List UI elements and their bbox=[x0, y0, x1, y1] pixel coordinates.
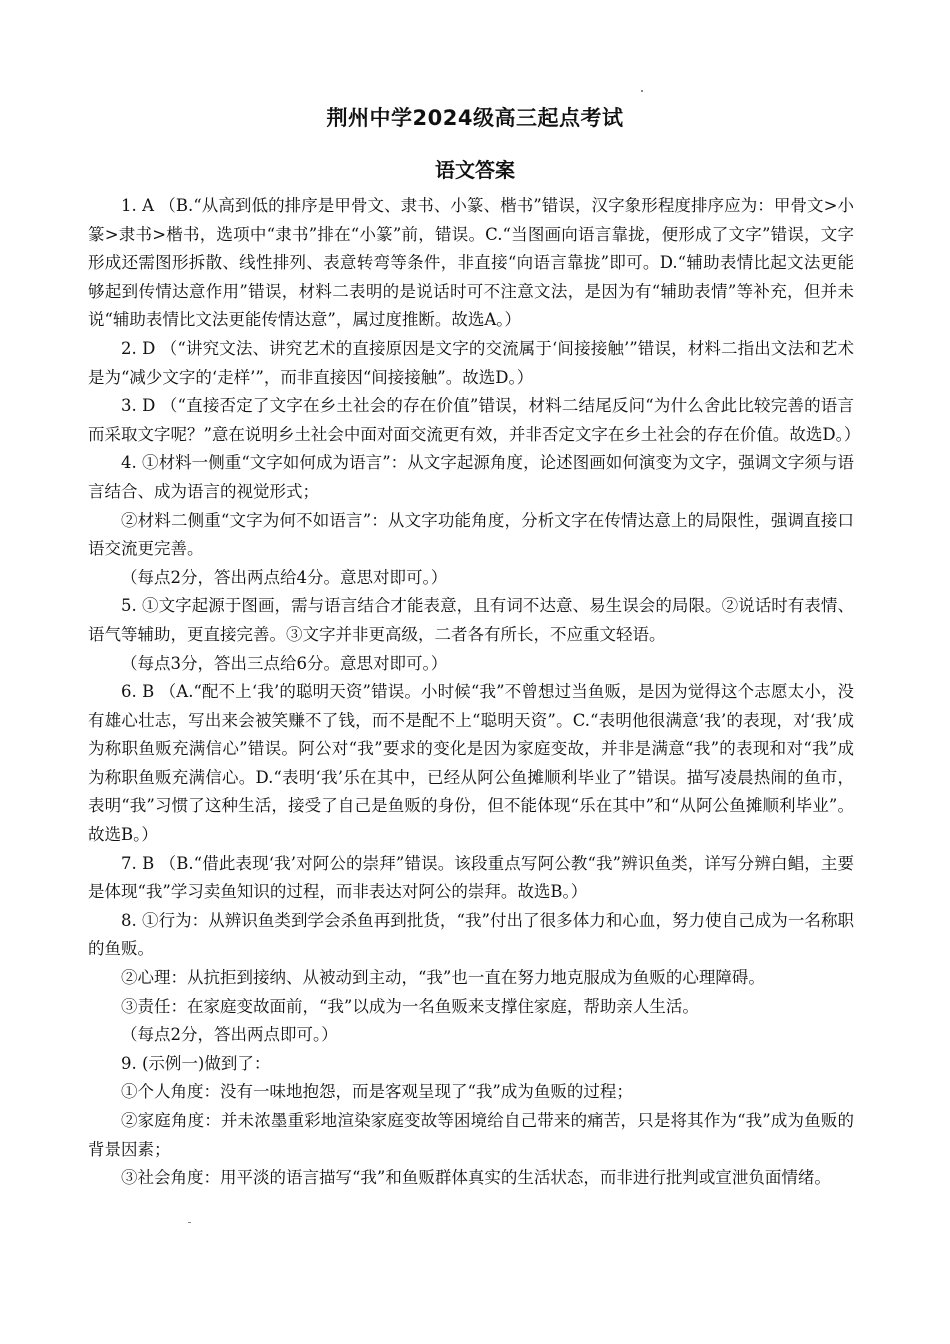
page-title: 荆州中学2024级高三起点考试 bbox=[326, 106, 624, 130]
answer-9-point-1: ①个人角度：没有一味地抱怨，而是客观呈现了“我”成为鱼贩的过程； bbox=[121, 1082, 633, 1102]
speck bbox=[188, 1222, 191, 1223]
answer-body bbox=[88, 192, 861, 1193]
answer-2: 2. D （“讲究文法、讲究艺术的直接原因是文字的交流属于‘间接接触’”错误，材料二指出文法和艺术是为“减少文字的‘走样’”，而非直接因“间接接触”。故选D。） bbox=[88, 338, 854, 387]
answer-5-scoring: （每点3分，答出三点给6分。意思对即可。） bbox=[121, 653, 448, 673]
answer-9-header: 9. (示例一)做到了： bbox=[121, 1053, 271, 1073]
answer-9-point-3: ③社会角度：用平淡的语言描写“我”和鱼贩群体真实的生活状态，而非进行批判或宣泄负面情绪。 bbox=[121, 1168, 831, 1188]
answer-8-point-1: 8. ①行为：从辨识鱼类到学会杀鱼再到批货，“我”付出了很多体力和心血，努力使自己成为一名称职的鱼贩。 bbox=[88, 910, 854, 959]
answer-5: 5. ①文字起源于图画，需与语言结合才能表意，且有词不达意、易生误会的局限。②说话时有表情、语气等辅助，更直接完善。③文字并非更高级，二者各有所长，不应重文轻语。 bbox=[88, 596, 854, 644]
answer-1: 1. A （B.“从高到低的排序是甲骨文、隶书、小篆、楷书”错误，汉字象形程度排序应为：甲骨文>小篆>隶书>楷书，选项中“隶书”排在“小篆”前，错误。C.“当图画向语言靠拢，便形成了文字”错误，文字形成还需图形拆散、线性排列、表意转弯等条件，非直接“向语言靠拢”即可。D.“辅助表情比起文法更能够起到传情达意作用”错误，材料二表明的是说话时可不注意文法，是因为有“辅助表情”等补充，但并未说“辅助表情比文法更能传情达意”，属过度推断。故选A。） bbox=[88, 196, 854, 330]
answer-8-point-3: ③责任：在家庭变故面前，“我”以成为一名鱼贩来支撑住家庭，帮助亲人生活。 bbox=[121, 996, 699, 1016]
answer-8-scoring: （每点2分，答出两点即可。） bbox=[121, 1025, 338, 1045]
answer-7: 7. B （B.“借此表现‘我’对阿公的崇拜”错误。该段重点写阿公教“我”辨识鱼类，详写分辨白鲳，主要是体现“我”学习卖鱼知识的过程，而非表达对阿公的崇拜。故选B。） bbox=[88, 853, 854, 902]
answer-3: 3. D （“直接否定了文字在乡土社会的存在价值”错误，材料二结尾反问“为什么舍此比较完善的语言而采取文字呢？”意在说明乡土社会中面对面交流更有效，并非否定文字在乡土社会的存在价值。故选D。） bbox=[88, 396, 861, 444]
speck bbox=[641, 90, 643, 92]
answer-4-point-2: ②材料二侧重“文字为何不如语言”：从文字功能角度，分析文字在传情达意上的局限性，强调直接口语交流更完善。 bbox=[88, 510, 854, 559]
answer-9-point-2: ②家庭角度：并未浓墨重彩地渲染家庭变故等困境给自己带来的痛苦，只是将其作为“我”成为鱼贩的背景因素； bbox=[88, 1111, 854, 1159]
page-subtitle: 语文答案 bbox=[435, 158, 515, 182]
answer-6: 6. B （A.“配不上‘我’的聪明天资”错误。小时候“我”不曾想过当鱼贩，是因为觉得这个志愿太小，没有雄心壮志，写出来会被笑赚不了钱，而不是配不上“聪明天资”。C.“表明他很满意‘我’的表现，对‘我’成为称职鱼贩充满信心”错误。阿公对“我”要求的变化是因为家庭变故，并非是满意“我”的表现和对“我”成为称职鱼贩充满信心。D.“表明‘我’乐在其中，已经从阿公鱼摊顺利毕业了”错误。描写凌晨热闹的鱼市，表明“我”习惯了这种生活，接受了自己是鱼贩的身份，但不能体现“乐在其中”和“从阿公鱼摊顺利毕业”。故选B。） bbox=[88, 682, 854, 845]
answer-4-scoring: （每点2分，答出两点给4分。意思对即可。） bbox=[121, 567, 448, 587]
answer-8-point-2: ②心理：从抗拒到接纳、从被动到主动，“我”也一直在努力地克服成为鱼贩的心理障碍。 bbox=[121, 968, 765, 988]
answer-4-point-1: 4. ①材料一侧重“文字如何成为语言”：从文字起源角度，论述图画如何演变为文字，强调文字须与语言结合、成为语言的视觉形式； bbox=[88, 453, 854, 501]
